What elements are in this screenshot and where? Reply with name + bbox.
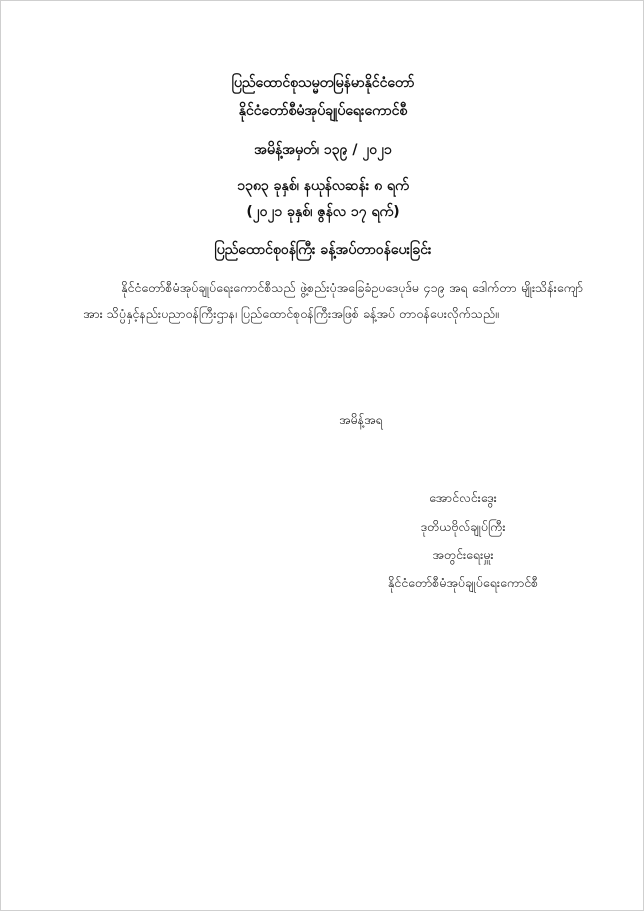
order-by-label: အမိန့်အရ [339,412,383,427]
signatory-rank: ဒုတိယဗိုလ်ချုပ်ကြီး [420,519,506,534]
header-council-name: နိုင်ငံတော်စီမံအုပ်ချုပ်ရေးကောင်စီ [238,103,408,119]
order-number: အမိန့်အမှတ်၊ ၁၃၉ / ၂၀၂၁ [254,142,392,158]
signatory-position: အတွင်းရေးမှူး [432,547,494,562]
header-country-name: ပြည်ထောင်စုသမ္မတမြန်မာနိုင်ငံတော် [231,75,415,91]
signatory-organization: နိုင်ငံတော်စီမံအုပ်ချုပ်ရေးကောင်စီ [387,575,539,590]
order-subject: ပြည်ထောင်စုဝန်ကြီး ခန့်အပ်တာဝန်ပေးခြင်း [214,242,432,258]
date-gregorian: (၂၀၂၁ ခုနှစ်၊ ဇွန်လ ၁၇ ရက်) [246,204,400,220]
order-body-paragraph: နိုင်ငံတော်စီမံအုပ်ချုပ်ရေးကောင်စီသည် ဖွဲ့စည်းပုံအခြေခံဥပဒေပုဒ်မ ၄၁၉ အရ ဒေါက်တာ မျိုးသိန်းကျော်အား သိပ္ပံနှင့်နည်းပညာဝန်ကြီးဌာန၊ ပြည်ထောင်စုဝန်ကြီးအဖြစ် ခန့်အပ် တာဝန်ပေးလိုက်သည်။ [83,280,583,321]
date-myanmar: ၁၃၈၃ ခုနှစ်၊ နယုန်လဆန်း ၈ ရက် [237,178,409,194]
signatory-name: အောင်လင်းဒွေး [429,490,497,505]
